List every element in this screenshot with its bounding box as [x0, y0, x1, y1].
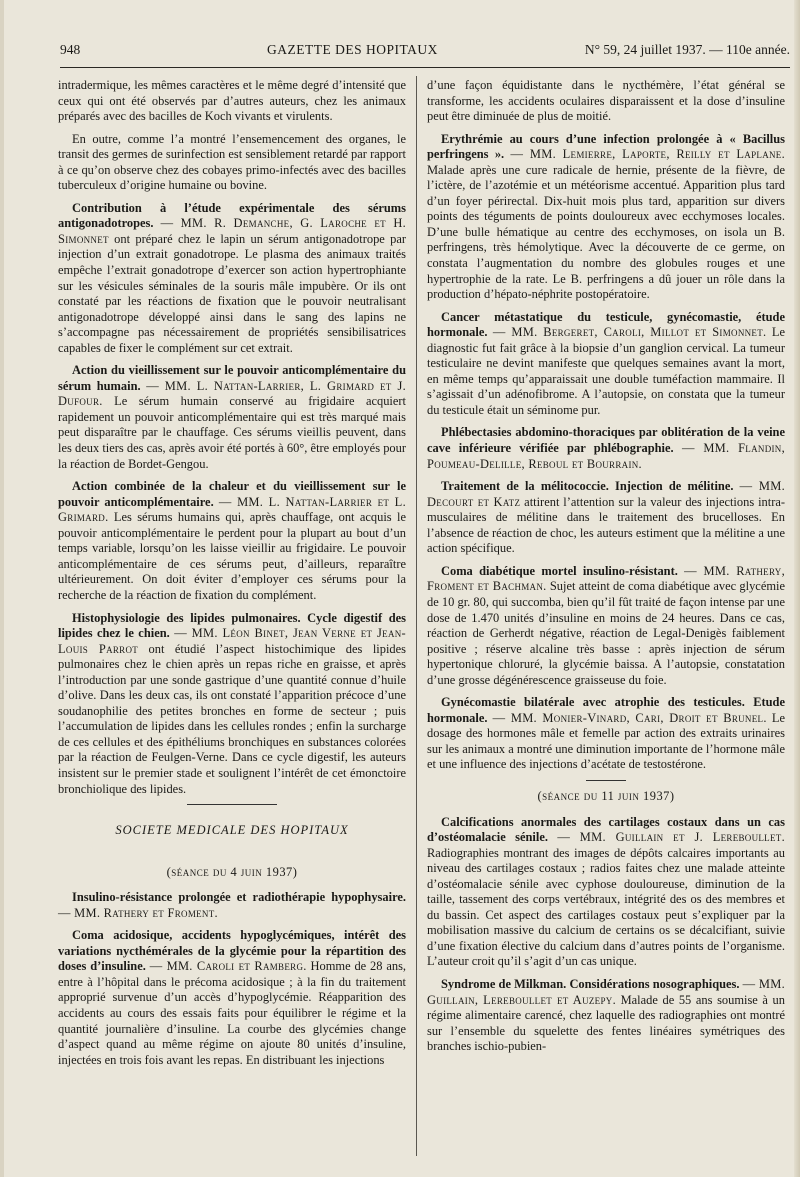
issue-info: N° 59, 24 juillet 1937. — 110e année.: [584, 42, 790, 57]
abstract-authors: — MM. Guillain, Lereboullet et Auzepy.: [427, 976, 785, 1007]
abstract-authors: — MM. Rathery, Froment et Bachman.: [427, 563, 785, 594]
abstract-title: Action du vieillissement sur le pouvoir anticomplémentaire du sérum humain.: [58, 363, 406, 393]
paragraph: Contribution à l’étude expérimentale des sérums antigonadotropes. — MM. R. Demanche, G. Laroche et H. Simonnet ont préparé chez le lapin un sérum antigonadotrope par injection d’un extrait gonadotrope. Le plasma des animaux traités empêche l’extrait gonadotrope d’exercer son action hypertrophiante sur les vésicules séminales de la souris mâle impubère. Or ils ont constaté par les réactions de fixation que le pouvoir neutralisant antigonadotrope développé ainsi dans le sang des lapins ne s’accompagne pas nécessairement de propriétés sensibilisatrices capables de fixer le complément sur cet extrait.: [58, 200, 407, 355]
abstract-authors: — MM. Lemierre, Laporte, Reilly et Laplane.: [510, 147, 786, 162]
abstract-title: Cancer métastatique du testicule, gynécomastie, étude hormonale.: [427, 309, 785, 340]
abstract-title: Gynécomastie bilatérale avec atrophie des testicules. Etude hormonale.: [427, 695, 785, 725]
abstract-title: Histophysiologie des lipides pulmonaires. Cycle digestif des lipides chez le chien.: [58, 610, 406, 641]
abstract-title: Insulino-résistance prolongée et radiothérapie hypophysaire.: [72, 890, 406, 905]
abstract-title: Phlébectasies abdomino-thoraciques par oblitération de la veine cave inférieure vérifiée par phlébographie.: [427, 425, 785, 456]
page-edge: [794, 0, 800, 1177]
left-column: [58, 78, 406, 1075]
abstract-title: Traitement de la mélitococcie. Injection de mélitine.: [441, 479, 734, 494]
abstract-authors: — MM. Decourt et Katz: [427, 479, 785, 509]
paragraph: Gynécomastie bilatérale avec atrophie des testicules. Etude hormonale. — MM. Monier-Vinard, Cari, Droit et Brunel. Le dosage des hormones mâle et femelle par action des extraits urinaires sur les animaux a montré une diminution importante de l’hormone mâle et une influence des injections d’acétate de testostérone.: [427, 695, 786, 772]
paragraph: intradermique, les mêmes caractères et le même degré d’intensité que ceux qui ont été observés par d’autres auteurs, chez les animaux préparés avec des bacilles de Koch vivants et virulents.: [58, 78, 406, 124]
paragraph: Traitement de la mélitococcie. Injection de mélitine. — MM. Decourt et Katz attirent l’attention sur la valeur des injections intra-musculaires de mélitine dans le traitement des brucelloses. En l’absence de réaction de choc, les auteurs estiment que la mélitine a une action spécifique.: [427, 479, 786, 556]
paragraph: Coma diabétique mortel insulino-résistant. — MM. Rathery, Froment et Bachman. Sujet atteint de coma diabétique avec glycémie de 10 gr. 80, qui succomba, bien qu’il fût traité de façon intense par une dose de 1.470 unités d’insuline en moins de 24 heures. Dans ce cas, réaction de Gerherdt négative, réaction de Legal-Denigès faiblement positive ; réserve alcaline très basse : après injection de sérum hypertonique chloruré, la glycémie baissa. A l’autopsie, constatation d’une grosse dégénérescence graisseuse du foie.: [427, 563, 785, 687]
right-column: [427, 78, 785, 1062]
section-rule: [586, 780, 626, 781]
abstract-authors: — MM. Guillain et J. Lereboullet.: [557, 830, 785, 845]
abstract-title: Syndrome de Milkman. Considérations nosographiques.: [441, 976, 740, 991]
abstract-authors: — MM. Caroli et Ramberg.: [149, 959, 307, 974]
abstract-authors: — MM. Monier-Vinard, Cari, Droit et Brunel.: [492, 710, 767, 725]
abstract-title: Contribution à l’étude expérimentale des sérums antigonadotropes.: [58, 200, 406, 231]
abstract-authors: — MM. L. Nattan-Larrier et L. Grimard.: [58, 494, 406, 525]
abstract-title: Calcifications anormales des cartilages costaux dans un cas d’ostéomalacie sénile.: [427, 814, 785, 845]
paragraph: En outre, comme l’a montré l’ensemencement des organes, le transit des germes de surinfection est sensiblement retardé par rapport à ce qu’on observe chez des cobayes primo-infectés avec des bacilles tuberculeux d’origine humaine ou bovine.: [58, 131, 406, 193]
running-header: [60, 42, 790, 68]
session-date: (séance du 11 juin 1937): [537, 788, 675, 803]
section-heading: SOCIETE MEDICALE DES HOPITAUX: [115, 823, 349, 838]
page-number: 948: [60, 42, 81, 57]
abstract-title: Action combinée de la chaleur et du vieillissement sur le pouvoir anticomplémentaire.: [58, 479, 406, 509]
paragraph: Action combinée de la chaleur et du vieillissement sur le pouvoir anticomplémentaire. — MM. L. Nattan-Larrier et L. Grimard. Les sérums humains qui, après chauffage, ont acquis le pouvoir anticomplémentaire le perdent pour la plupart au bout d’un temps variable, lorsqu’on les laisse vieillir au frigidaire. Le pouvoir anticomplémentaire de ces sérums peut, d’ailleurs, reparaître ultérieurement. On doit éviter d’employer ces sérums pour la recherche de la réaction de fixation du complément.: [58, 479, 406, 602]
abstract-authors: — MM. Léon Binet, Jean Verne et Jean-Louis Parrot: [58, 626, 407, 656]
abstract-authors: — MM. Bergeret, Caroli, Millot et Simonnet.: [492, 325, 767, 340]
paragraph: Histophysiologie des lipides pulmonaires. Cycle digestif des lipides chez le chien. — MM. Léon Binet, Jean Verne et Jean-Louis Parrot ont étudié l’aspect histochimique des lipides pulmonaires chez le chien après un repas riche en graisse, et après l’introduction par une sonde gastrique d’une quantité connue d’huile d’olive. Dans les deux cas, ils ont constaté l’apparition précoce d’une soudanophilie des petites bronches en forme de secteur ; puis l’accumulation de lipides dans les cellules rondes ; enfin la surcharge de ces cellules et des épithéliums bronchiques en substances colorées par la réaction de Feulgen-Verne. Dans ce cycle digestif, les auteurs insistent sur le premier stade et soulignent l’intérêt de cet émonctoire bronchiolique des lipides.: [58, 610, 407, 796]
abstract-title: Erythrémie au cours d’une infection prolongée à « Bacillus perfringens ».: [427, 131, 785, 162]
column-divider: [416, 76, 417, 1156]
abstract-authors: — MM. R. Demanche, G. Laroche et H. Simonnet: [58, 216, 407, 246]
paragraph: [427, 425, 785, 472]
abstract-authors: — MM. L. Nattan-Larrier, L. Grimard et J. Dufour.: [58, 378, 407, 409]
abstract-title: Coma acidosique, accidents hypoglycémiques, intérêt des variations nycthémérales de la glycémie pour la répartition des doses d’insuline.: [58, 928, 406, 974]
paragraph: Cancer métastatique du testicule, gynécomastie, étude hormonale. — MM. Bergeret, Caroli, Millot et Simonnet. Le diagnostic fut fait grâce à la biopsie d’un ganglion cervical. La tumeur testiculaire ne devint manifeste que quelques semaines avant la mort, en même temps qu’apparaissait une double tuméfaction mammaire. Il s’agissait d’un adénofibrome. A l’autopsie, on constata que la tumeur du testicule était un séminome pur.: [427, 309, 785, 417]
paragraph: d’une façon équidistante dans le nycthémère, l’état général se transforme, les accidents oculaires disparaissent et la dose d’insuline peut être diminuée de plus de moitié.: [427, 78, 785, 124]
page-margin: [0, 0, 4, 1177]
paragraph: [58, 890, 406, 921]
abstract-authors: — MM. Flandin, Poumeau-Delille, Reboul et Bourrain.: [427, 441, 785, 471]
journal-title: GAZETTE DES HOPITAUX: [266, 42, 438, 57]
section-rule: [187, 804, 277, 805]
paragraph: Syndrome de Milkman. Considérations nosographiques. — MM. Guillain, Lereboullet et Auzepy. Malade de 55 ans soumise à un régime alimentaire carencé, chez laquelle des radiographies ont montré sur l’ensemble du squelette des fentes linéaires symétriques des branches ischio-pubien-: [427, 976, 785, 1054]
abstract-authors: — MM. Rathery et Froment.: [58, 905, 218, 920]
session-date: (séance du 4 juin 1937): [166, 864, 298, 879]
paragraph: Erythrémie au cours d’une infection prolongée à « Bacillus perfringens ». — MM. Lemierre, Laporte, Reilly et Laplane. Malade après une cure radicale de hernie, présente de la fièvre, de l’ictère, de l’azotémie et un météorisme accentué. Apparition plus tard d’un foyer périrectal. Dix-huit mois plus tard, apparition sur divers points des téguments de points douloureux avec ecchymoses locales. D’une bulle hématique au centre des ecchymoses, on isola un B. perfringens, très hémolytique. Avec la découverte de ce germe, on constata l’augmentation du nombre des globules rouges et une hypertrophie de la rate. Le B. perfringens a dû jouer un rôle dans la production d’hépato-néphrite postopératoire.: [427, 131, 786, 302]
paragraph: Calcifications anormales des cartilages costaux dans un cas d’ostéomalacie sénile. — MM. Guillain et J. Lereboullet. Radiographies montrant des images de dépôts calcaires importants au niveau des cartilages costaux ; radios faites chez une malade atteinte d’ostéomalacie sénile avec cyphose douloureuse, diminution de la taille, tassement des corps vertébraux, intégrité des os des membres et du bassin. Cet aspect des cartilages costaux peut s’expliquer par la mobilisation massive du calcium de certains os se décalcifiant, suivie d’une fixation élective du calcium dans d’autres points de l’organisme. L’auteur croit qu’il s’agit d’un cas unique.: [427, 814, 785, 969]
paragraph: Coma acidosique, accidents hypoglycémiques, intérêt des variations nycthémérales de la glycémie pour la répartition des doses d’insuline. — MM. Caroli et Ramberg. Homme de 28 ans, entre à l’hôpital dans le précoma acidosique ; à la fin du traitement approprié survenue d’un accès d’hypoglycémie. Réapparition des accidents au cours des essais faits pour équilibrer le régime et la quantité journalière d’insuline. La courbe des glycémies change d’aspect quand au même régime on ajoute 80 unités d’insuline, injectées en trois fois avant les repas. En distribuant les injections: [58, 928, 407, 1067]
paragraph: Action du vieillissement sur le pouvoir anticomplémentaire du sérum humain. — MM. L. Nattan-Larrier, L. Grimard et J. Dufour. Le sérum humain conservé au frigidaire acquiert rapidement un pouvoir anticomplémentaire qui est très marqué mais peut disparaître par le chauffage. Ces sérums vieillis peuvent, dans les deux tiers des cas, après avoir été portés à 60°, être employés pour la réaction de Bordet-Gengou.: [58, 363, 407, 471]
abstract-title: Coma diabétique mortel insulino-résistant.: [441, 563, 678, 578]
